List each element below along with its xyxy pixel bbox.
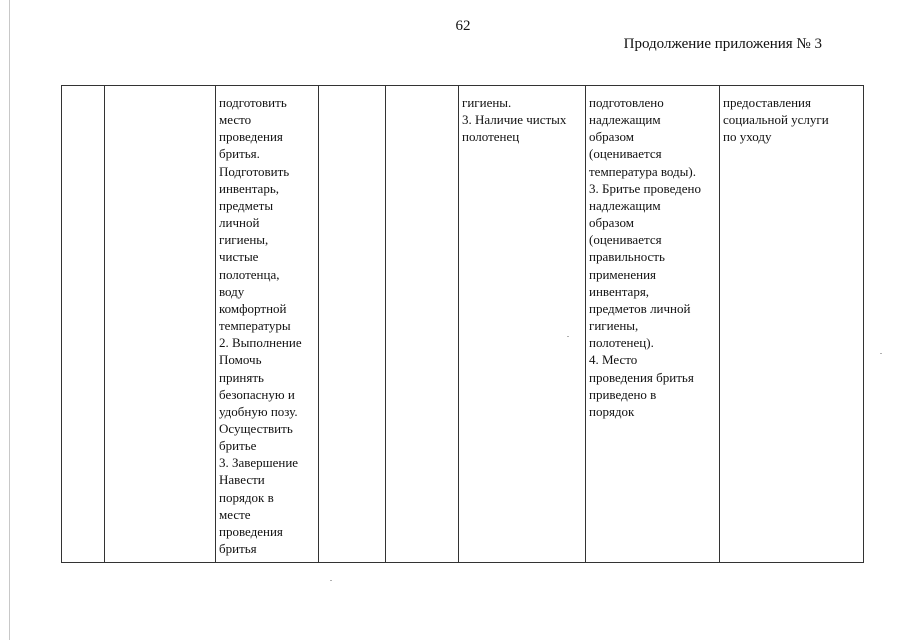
cell-text: подготовить место проведения бритья. Подготовить инвентарь, предметы личной гигиены, чистые полотенца, воду комфортной температуры 2. Выполнение Помочь принять безопасную и удобную позу. Осуществить бритье 3. Завершение Навести порядок в месте проведения бритья [219, 95, 302, 557]
table-cell-quality-indicators [586, 86, 720, 563]
appendix-continuation-note: Продолжение приложения № 3 [623, 36, 822, 52]
page-edge-line [9, 0, 10, 640]
cell-text: гигиены. 3. Наличие чистых полотенец [462, 95, 567, 145]
scan-speck [567, 336, 569, 337]
cell-text: предоставления социальной услуги по уходу [723, 95, 829, 145]
service-standards-table [61, 85, 864, 563]
table-cell-col4 [319, 86, 386, 563]
table-cell-evaluation [720, 86, 864, 563]
table-cell-procedure [216, 86, 319, 563]
scan-speck [330, 580, 332, 581]
table-cell-conditions [459, 86, 586, 563]
page-number: 62 [455, 18, 471, 34]
scan-speck [880, 353, 882, 354]
table-cell-col5 [386, 86, 459, 563]
table-cell-col1 [62, 86, 105, 563]
table-row [62, 86, 864, 563]
table-cell-col2 [105, 86, 216, 563]
cell-text: подготовлено надлежащим образом (оценивается температура воды). 3. Бритье проведено надлежащим образом (оценивается правильность применения инвентаря, предметов личной гигиены, полотенец). 4. Место проведения бритья приведено в порядок [589, 95, 702, 419]
